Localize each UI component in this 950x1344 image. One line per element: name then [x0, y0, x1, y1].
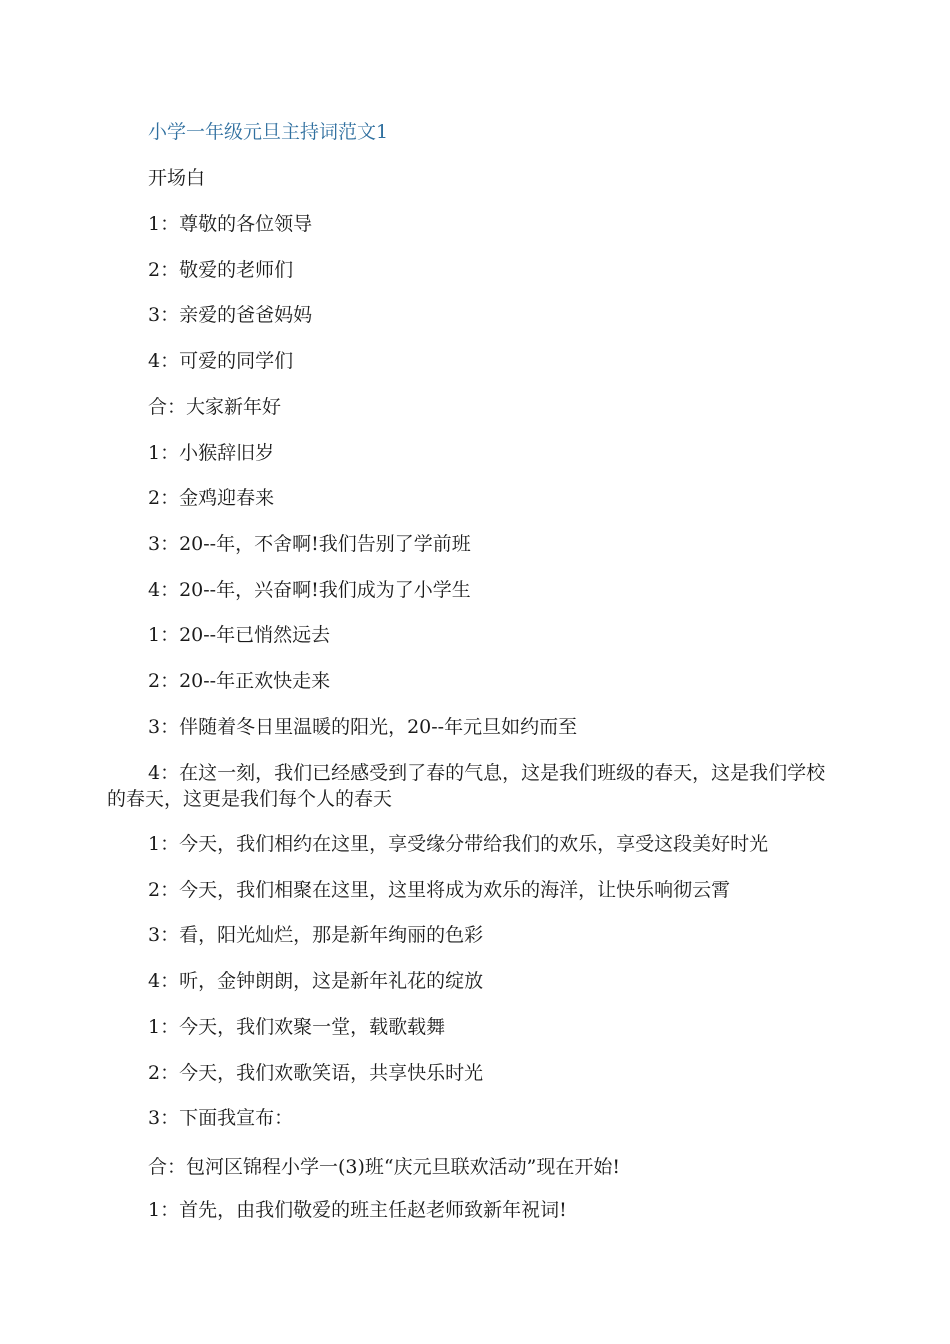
- paragraph: 合：包河区锦程小学一(3)班“庆元旦联欢活动”现在开始!: [148, 1156, 620, 1178]
- paragraph: 4：可爱的同学们: [148, 350, 294, 372]
- paragraph: 4：听，金钟朗朗，这是新年礼花的绽放: [148, 970, 484, 992]
- paragraph: 1：今天，我们相约在这里，享受缘分带给我们的欢乐，享受这段美好时光: [148, 833, 769, 855]
- paragraph: 3：亲爱的爸爸妈妈: [148, 304, 313, 326]
- paragraph: 1：首先，由我们敬爱的班主任赵老师致新年祝词!: [148, 1199, 567, 1221]
- paragraph: 合：大家新年好: [148, 396, 282, 418]
- paragraph: 3：20--年，不舍啊!我们告别了学前班: [148, 533, 471, 555]
- paragraph: 4：20--年，兴奋啊!我们成为了小学生: [148, 579, 471, 601]
- paragraph: 1：尊敬的各位领导: [148, 213, 313, 235]
- paragraph: 4：在这一刻，我们已经感受到了春的气息，这是我们班级的春天，这是我们学校的春天，这更是我们每个人的春天: [107, 762, 826, 810]
- document-title: 小学一年级元旦主持词范文1: [148, 121, 389, 143]
- paragraph: 2：敬爱的老师们: [148, 259, 294, 281]
- paragraph: 1：今天，我们欢聚一堂，载歌载舞: [148, 1016, 446, 1038]
- paragraph: 1：小猴辞旧岁: [148, 442, 275, 464]
- paragraph: 2：20--年正欢快走来: [148, 670, 331, 692]
- paragraph: 3：伴随着冬日里温暖的阳光，20--年元旦如约而至: [148, 716, 578, 738]
- paragraph: 2：今天，我们相聚在这里，这里将成为欢乐的海洋，让快乐响彻云霄: [148, 879, 731, 901]
- paragraph: 1：20--年已悄然远去: [148, 624, 331, 646]
- paragraph: 3：下面我宣布：: [148, 1107, 294, 1129]
- paragraph: 2：金鸡迎春来: [148, 487, 275, 509]
- paragraph: 3：看，阳光灿烂，那是新年绚丽的色彩: [148, 924, 484, 946]
- paragraph-opening: 开场白: [148, 167, 206, 189]
- paragraph: 2：今天，我们欢歌笑语，共享快乐时光: [148, 1062, 484, 1084]
